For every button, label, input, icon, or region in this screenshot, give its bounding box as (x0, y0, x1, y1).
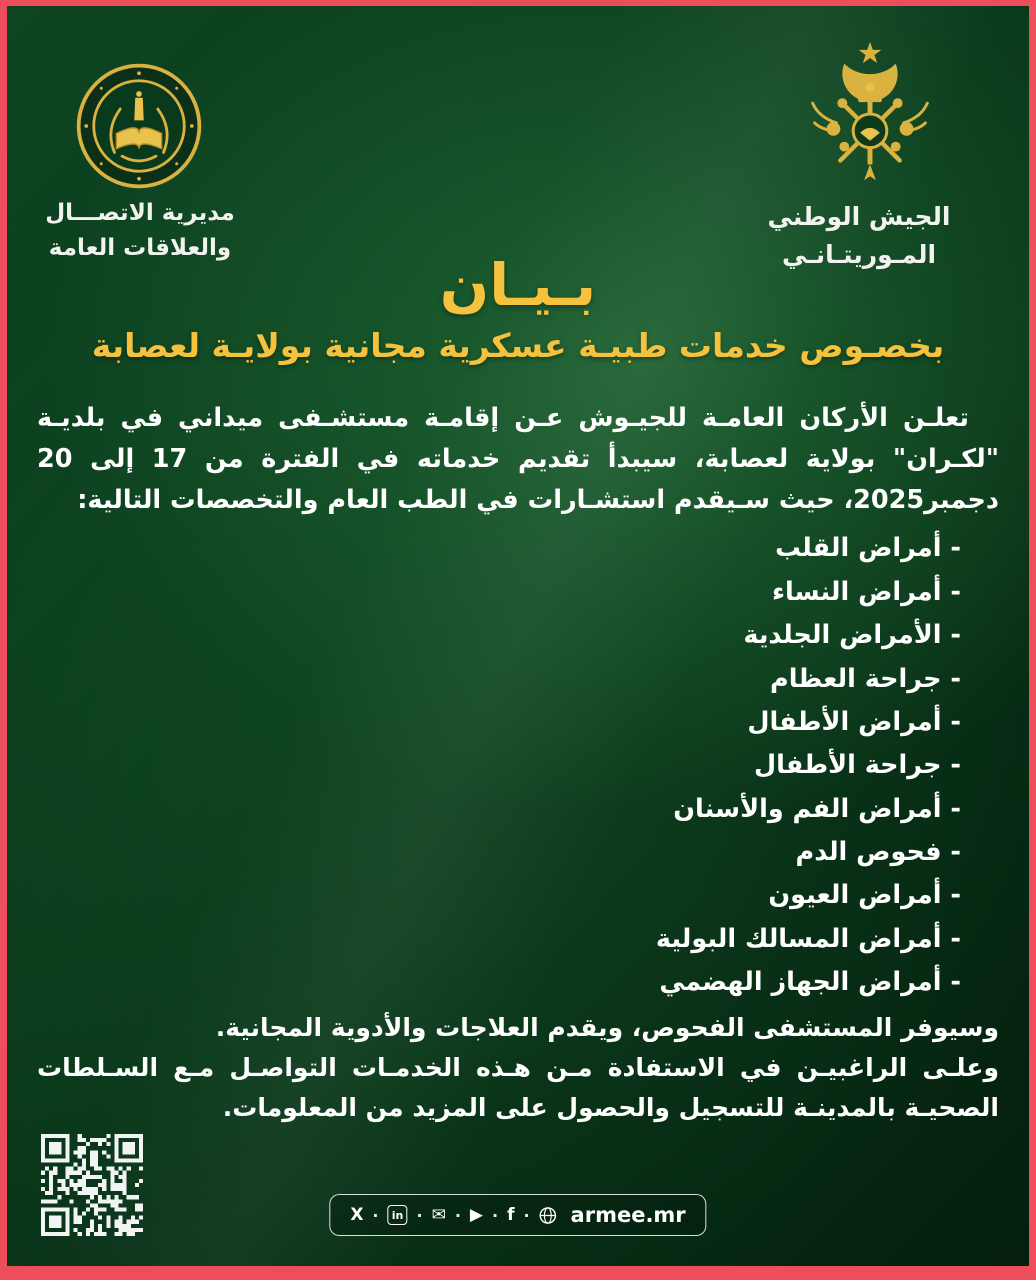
army-name-line2: المـوريتـانـي (781, 239, 937, 269)
army-emblem (799, 32, 941, 200)
globe-icon (539, 1206, 558, 1225)
statement-content (37, 252, 999, 1128)
service-item: - أمراض العيون (768, 880, 961, 911)
statement-subtitle: بخصـوص خدمات طبيـة عسكرية مجانية بولايـة لعصابة (91, 325, 945, 365)
statement-title: بـيـان (439, 251, 597, 319)
directorate-logo (73, 60, 205, 192)
service-item: - أمراض النساء (771, 576, 961, 607)
statement-body (37, 398, 999, 1129)
social-media-bar (329, 1194, 706, 1236)
army-name-line1: الجيش الوطني (767, 202, 951, 231)
service-item: - جراحة العظام (770, 663, 961, 694)
youtube-icon: ▶ (469, 1204, 483, 1225)
service-item: - جراحة الأطفال (754, 750, 961, 781)
facebook-icon: f (507, 1204, 515, 1225)
hospital-services-note: وسيوفر المستشفى الفحوص، ويقدم العلاجات والأدوية المجانية. (215, 1013, 999, 1043)
service-item: - فحوص الدم (795, 836, 961, 867)
service-item: - أمراض المسالك البولية (655, 923, 961, 954)
separator-dot: · (454, 1205, 461, 1225)
separator-dot: · (416, 1205, 423, 1225)
service-item: - أمراض الجهاز الهضمي (659, 966, 961, 997)
separator-dot: · (523, 1205, 530, 1225)
qr-code (41, 1134, 143, 1236)
services-list (37, 527, 999, 1004)
contact-instructions: وعلـى الراغبيـن في الاستفادة مـن هـذه الخدمـات التواصـل مـع السـلطات الصحيـة بالمدينـة للتسجيل والحصول على المزيد من المعلومات. (37, 1053, 999, 1123)
directorate-name-line2: والعلاقات العامة (48, 234, 232, 261)
email-icon: ✉ (431, 1204, 446, 1225)
x-icon: X (350, 1204, 364, 1225)
directorate-name-line1: مديرية الاتصـــال (45, 200, 235, 226)
separator-dot: · (372, 1205, 379, 1225)
intro-paragraph: تعلـن الأركان العامـة للجيـوش عـن إقامـة مستشـفى ميداني في بلديـة "لكـران" بولاية لعصابة، سيبدأ تقديم خدماته في الفترة من 17 إلى 20 دجمبر2025، حيث سـيقدم استشـارات في الطب العام والتخصصات التالية: (37, 402, 999, 516)
service-item: - أمراض الفم والأسنان (673, 793, 961, 824)
service-item: - أمراض القلب (775, 533, 961, 564)
linkedin-icon: in (388, 1205, 408, 1225)
website-url: armee.mr (570, 1203, 686, 1227)
separator-dot: · (491, 1205, 499, 1225)
service-item: - الأمراض الجلدية (743, 620, 961, 651)
service-item: - أمراض الأطفال (747, 706, 961, 737)
